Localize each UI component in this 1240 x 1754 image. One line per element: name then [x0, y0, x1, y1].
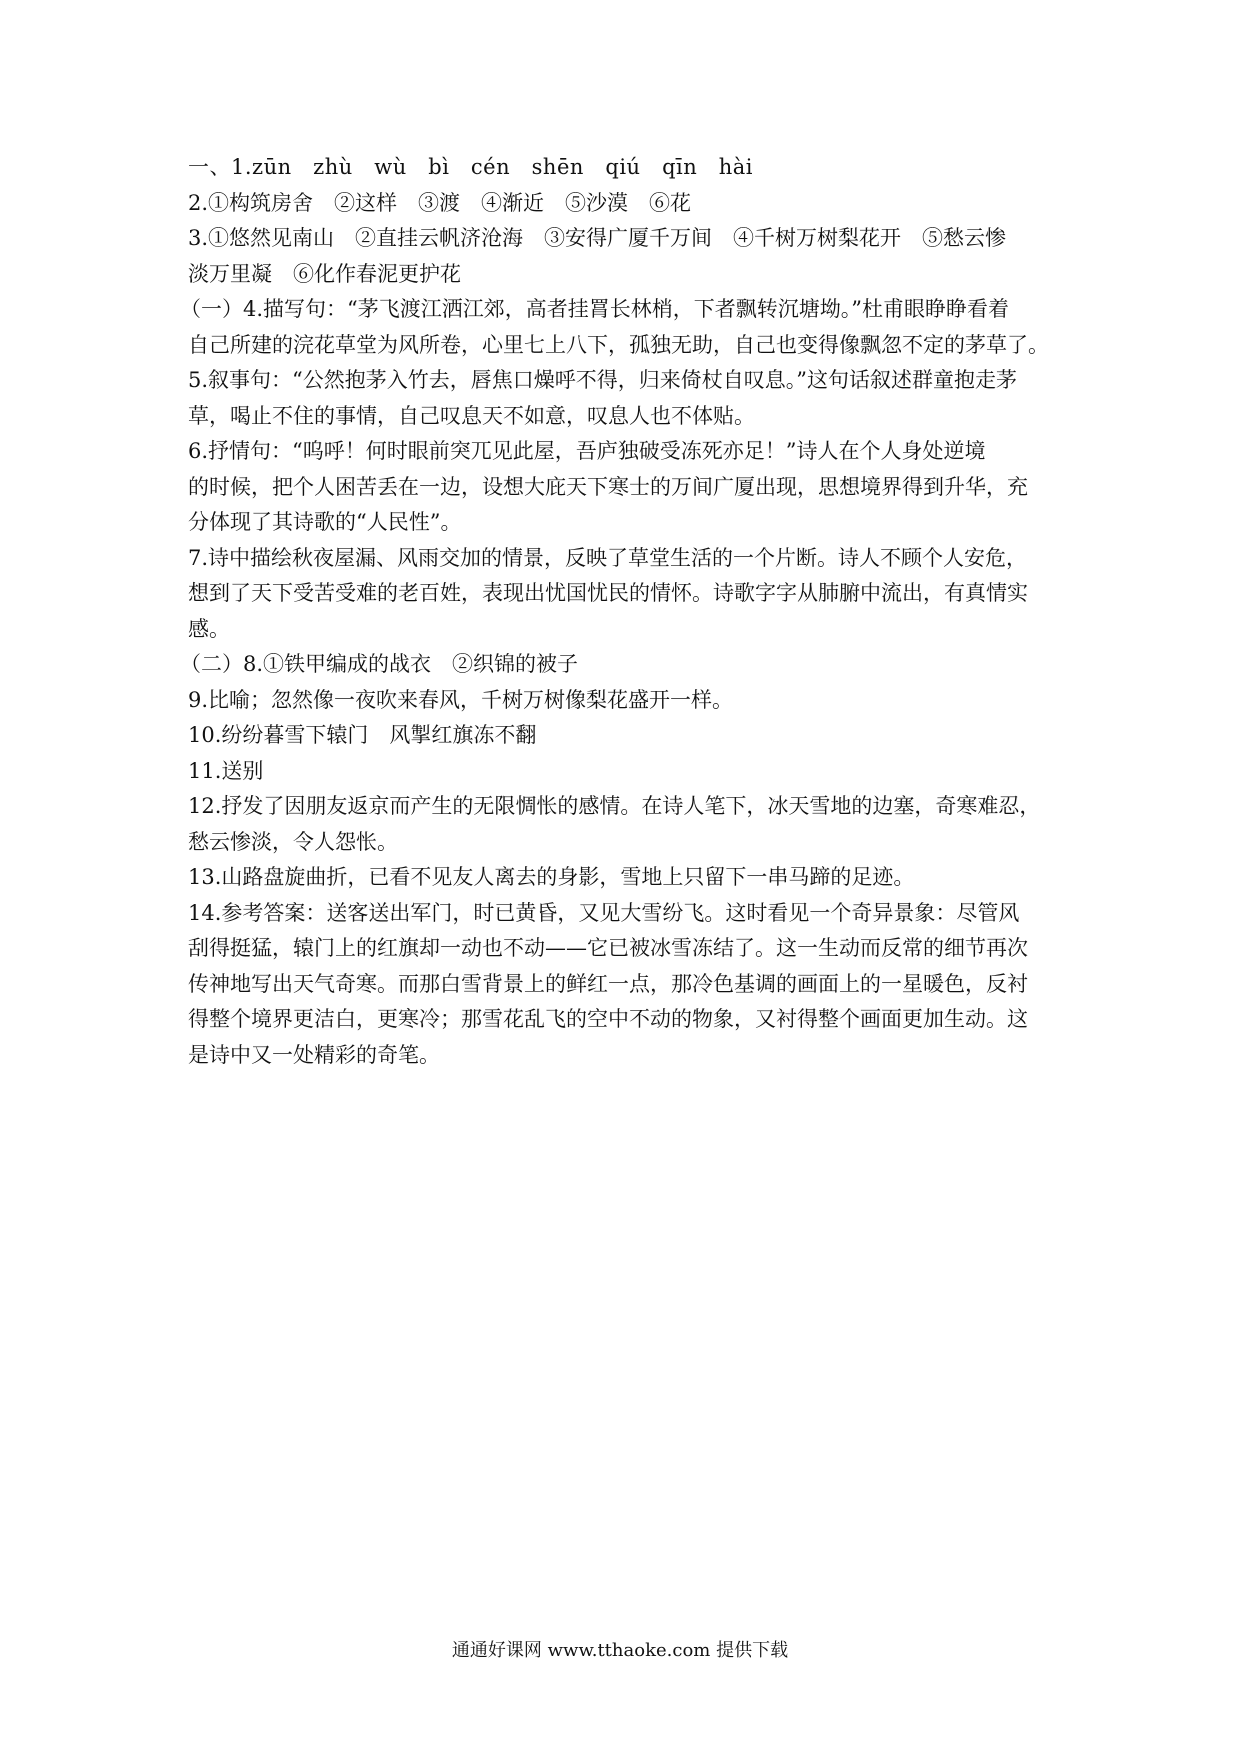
answer-line: 分体现了其诗歌的“人民性”。 — [188, 510, 462, 534]
answer-line-section-two: （二）8.①铁甲编成的战衣 ②织锦的被子 — [180, 652, 579, 676]
answer-line: 7.诗中描绘秋夜屋漏、风雨交加的情景，反映了草堂生活的一个片断。诗人不顾个人安危， — [188, 545, 1028, 570]
answer-line: 是诗中又一处精彩的奇笔。 — [188, 1042, 440, 1067]
page-footer: 通通好课网 www.tthaoke.com 提供下载 — [451, 1640, 789, 1661]
answer-line: 10.纷纷暮雪下辕门 风掣红旗冻不翻 — [188, 723, 537, 747]
answer-line: 自己所建的浣花草堂为风所卷，心里七上八下，孤独无助，自己也变得像飘忽不定的茅草了。 — [188, 332, 1049, 357]
answer-line: 得整个境界更洁白，更寒冷；那雪花乱飞的空中不动的物象，又衬得整个画面更加生动。这 — [188, 1007, 1028, 1031]
answer-line: 6.抒情句：“呜呼！何时眼前突兀见此屋，吾庐独破受冻死亦足！”诗人在个人身处逆境 — [188, 439, 986, 463]
answer-line: 9.比喻；忽然像一夜吹来春风，千树万树像梨花盛开一样。 — [188, 687, 734, 712]
answer-line: 感。 — [188, 616, 230, 641]
answer-line: 3.①悠然见南山 ②直挂云帆济沧海 ③安得广厦千万间 ④千树万树梨花开 ⑤愁云惨 — [188, 226, 1007, 250]
answer-line: 的时候，把个人困苦丢在一边，设想大庇天下寒士的万间广厦出现，思想境界得到升华，充 — [188, 474, 1028, 499]
answer-line: 传神地写出天气奇寒。而那白雪背景上的鲜红一点，那冷色基调的画面上的一星暖色，反衬 — [188, 971, 1028, 996]
answer-line: 5.叙事句：“公然抱茅入竹去，唇焦口燥呼不得，归来倚杖自叹息。”这句话叙述群童抱走茅 — [188, 368, 1018, 392]
answer-line: 2.①构筑房舍 ②这样 ③渡 ④渐近 ⑤沙漠 ⑥花 — [188, 190, 692, 215]
answer-line: 12.抒发了因朋友返京而产生的无限惆怅的感情。在诗人笔下，冰天雪地的边塞，奇寒难忍， — [188, 794, 1041, 818]
answer-line-pinyin: 一、1.zūn zhù wù bì cén shēn qiú qīn hài — [188, 155, 754, 179]
answer-line: 14.参考答案：送客送出军门，时已黄昏，又见大雪纷飞。这时看见一个奇异景象：尽管风 — [188, 900, 1020, 925]
answer-line: 淡万里凝 ⑥化作春泥更护花 — [188, 261, 461, 286]
answer-text-block — [180, 150, 1068, 1073]
answer-line: 刮得挺猛，辕门上的红旗却一动也不动——它已被冰雪冻结了。这一生动而反常的细节再次 — [188, 936, 1028, 960]
answer-line: 13.山路盘旋曲折，已看不见友人离去的身影，雪地上只留下一串马蹄的足迹。 — [188, 865, 915, 889]
answer-line: 11.送别 — [188, 758, 264, 783]
answer-line: 愁云惨淡，令人怨怅。 — [188, 829, 398, 854]
answer-line: 草，喝止不住的事情，自己叹息天不如意，叹息人也不体贴。 — [188, 403, 755, 428]
answer-line: 想到了天下受苦受难的老百姓，表现出忧国忧民的情怀。诗歌字字从肺腑中流出，有真情实 — [188, 581, 1028, 605]
answer-line-section-one: （一）4.描写句：“茅飞渡江洒江郊，高者挂罥长林梢，下者飘转沉塘坳。”杜甫眼睁睁看着 — [180, 297, 1010, 321]
